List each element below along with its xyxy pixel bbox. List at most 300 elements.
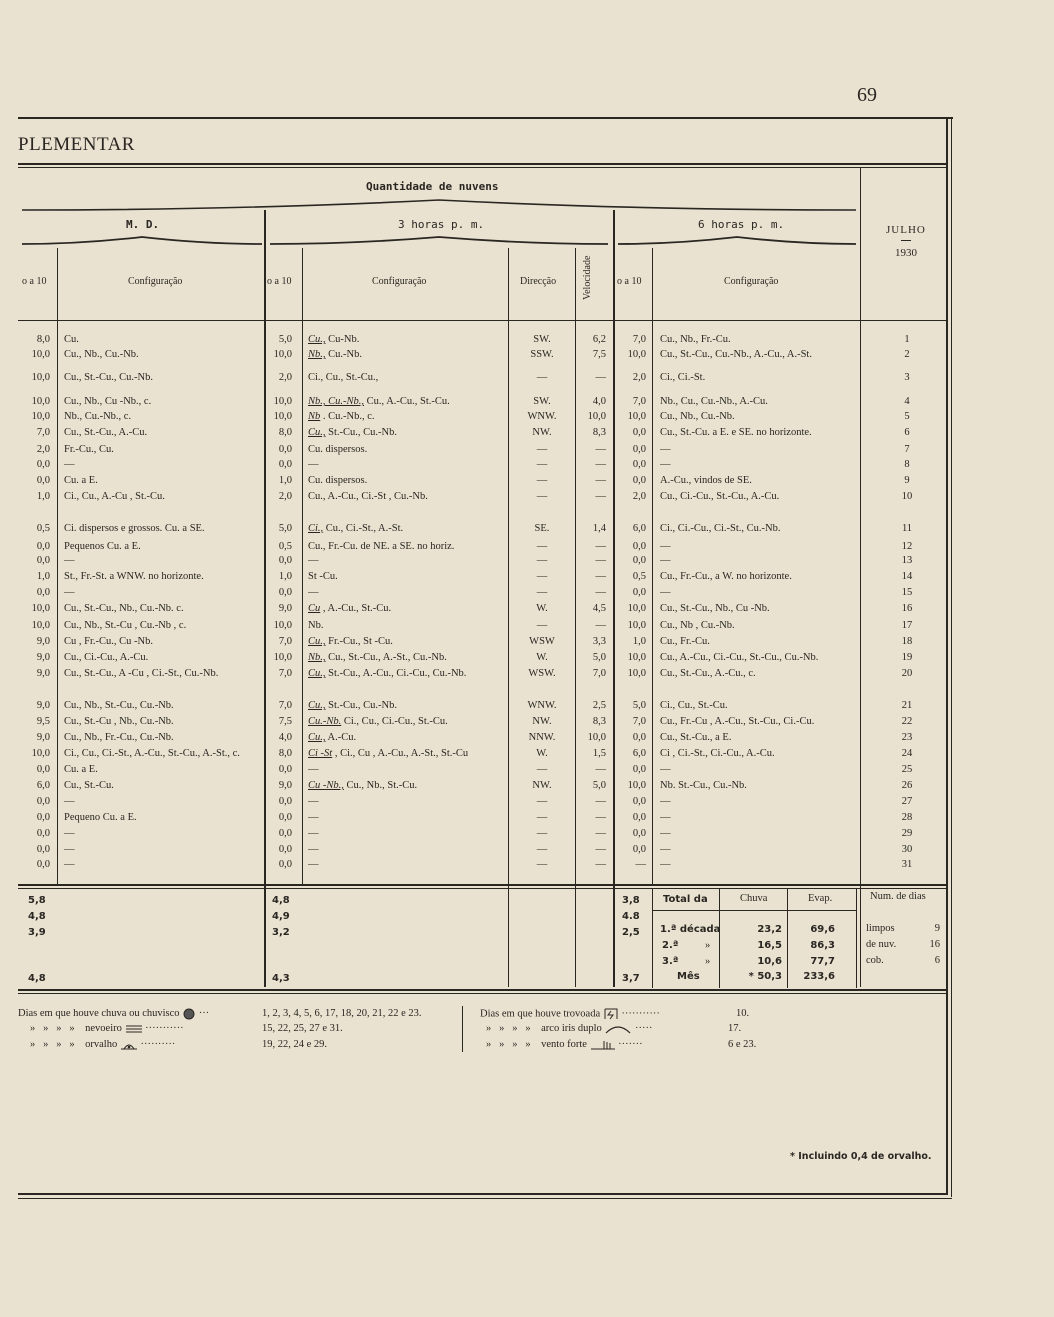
md-config-text: — xyxy=(64,555,75,566)
p3-config-underlined: Nb xyxy=(308,411,321,422)
p3-cover-value: 7,5 xyxy=(278,716,292,727)
p3-cover-value: 4,0 xyxy=(278,732,292,743)
day-number: 20 xyxy=(901,668,913,679)
col-month-divider xyxy=(860,167,861,987)
p3-config-text xyxy=(308,522,403,536)
p3-config-rest: Cu., Nb., St.-Cu. xyxy=(343,780,418,791)
p6-cover-value: 0,5 xyxy=(632,571,646,582)
footer-fog: » » » » nevoeiro ··········· xyxy=(30,1023,184,1034)
p6-cover-value: 10,0 xyxy=(627,603,646,614)
day-number: 7 xyxy=(904,444,910,455)
p3-cover-value: 1,0 xyxy=(278,571,292,582)
day-number: 30 xyxy=(901,844,913,855)
p3-config-rest: — xyxy=(308,796,319,807)
p3-config-text xyxy=(308,490,428,504)
day-number: 5 xyxy=(904,411,910,422)
md-config-text: Cu. xyxy=(64,334,79,345)
p3-config-text xyxy=(308,443,367,457)
p3-cover-value: 9,0 xyxy=(278,780,292,791)
p6-config-text: Cu., Fr.-Cu , A.-Cu., St.-Cu., Ci.-Cu. xyxy=(660,716,815,727)
md-avg-month: 4,8 xyxy=(28,973,46,984)
decade-3-label: 3.ª xyxy=(662,956,679,967)
p3-config-underlined: Cu.-Nb. xyxy=(308,716,342,727)
p3-config-text xyxy=(308,426,397,440)
p3-direction-value: SW. xyxy=(533,334,551,345)
md-brace xyxy=(20,234,264,248)
p3-config-rest: St.-Cu., A.-Cu., Ci.-Cu., Cu.-Nb. xyxy=(325,668,467,679)
summary-header-rule xyxy=(652,910,857,911)
p3-config-text xyxy=(308,651,447,665)
md-config-text: Cu , Fr.-Cu., Cu -Nb. xyxy=(64,636,153,647)
p6-cover-value: 10,0 xyxy=(627,349,646,360)
footer-wind-days: 6 e 23. xyxy=(728,1039,757,1050)
p6-cover-value: 7,0 xyxy=(632,396,646,407)
dew-symbol-icon xyxy=(120,1040,138,1050)
md-config-text: Cu., St.-Cu , Nb., Cu.-Nb. xyxy=(64,716,174,727)
footer-fog-label: nevoeiro xyxy=(85,1023,122,1034)
summary-bottom-rule xyxy=(18,989,948,991)
p3-velocity-value: — xyxy=(595,764,606,775)
p6-cover-value: — xyxy=(635,859,646,870)
month-label: Mês xyxy=(677,971,700,982)
p3-direction-value: — xyxy=(536,828,548,839)
p6-config-text: Cu., St.-Cu., a E. xyxy=(660,732,732,743)
p3-config-text xyxy=(308,858,319,872)
md-config-text: Cu., St.-Cu., A.-Cu. xyxy=(64,427,148,438)
ditto-9: » xyxy=(486,1023,492,1034)
p3-cover-value: 0,0 xyxy=(278,764,292,775)
p3-config-text xyxy=(308,667,466,681)
p3-config-underlined: Cu., xyxy=(308,700,326,711)
md-config-text: Pequenos Cu. a E. xyxy=(64,541,141,552)
p3-config-text xyxy=(308,827,319,841)
p3-velocity-value: 2,5 xyxy=(592,700,606,711)
p6-config-text: Cu., St.-Cu., Nb., Cu -Nb. xyxy=(660,603,770,614)
p3-velocity-value: 1,4 xyxy=(592,523,606,534)
header-md: M. D. xyxy=(126,218,160,231)
frame-top xyxy=(18,117,953,119)
p3-config-underlined: Cu., xyxy=(308,732,326,743)
md-cover-value: 0,0 xyxy=(36,459,50,470)
p6-cover-value: 2,0 xyxy=(632,372,646,383)
wind-symbol-icon xyxy=(590,1039,616,1051)
day-number: 21 xyxy=(901,700,913,711)
md-cover-value: 0,0 xyxy=(36,475,50,486)
p6-config-text: Cu., St.-Cu. a E. e SE. no horizonte. xyxy=(660,427,812,438)
header-main: Quantidade de nuvens xyxy=(366,180,499,193)
days-limpos-label: limpos xyxy=(866,923,895,934)
p3-config-rest: Cu., Ci.-St., A.-St. xyxy=(323,523,404,534)
p3-config-rest: — xyxy=(308,459,319,470)
footer-rainbow-label: arco iris duplo xyxy=(541,1023,602,1034)
p6-config-text: — xyxy=(660,541,671,552)
p3-cover-value: 9,0 xyxy=(278,603,292,614)
p3-cover-value: 0,5 xyxy=(278,541,292,552)
fog-symbol-icon xyxy=(125,1024,143,1034)
p3-velocity-value: — xyxy=(595,459,606,470)
evap-dec2: 86,3 xyxy=(810,940,835,951)
md-config-text: Cu., Nb., Cu.-Nb. xyxy=(64,349,139,360)
day-number: 15 xyxy=(901,587,913,598)
day-number: 19 xyxy=(901,652,913,663)
p3-config-text xyxy=(308,540,454,554)
p3-config-rest: Cu., Fr.-Cu. de NE. a SE. no horiz. xyxy=(308,541,455,552)
md-config-text: Cu. a E. xyxy=(64,475,98,486)
rain-symbol-icon xyxy=(182,1008,196,1020)
md-config: Configuração xyxy=(128,276,183,287)
p3-config-text xyxy=(308,410,375,424)
md-config-text: Cu., Nb., Cu -Nb., c. xyxy=(64,396,152,407)
md-scale: o a 10 xyxy=(22,276,47,287)
p6-config-text: Ci., Ci.-Cu., Ci.-St., Cu.-Nb. xyxy=(660,523,781,534)
p6-cover-value: 1,0 xyxy=(632,636,646,647)
p6-cover-value: 0,0 xyxy=(632,444,646,455)
day-number: 29 xyxy=(901,828,913,839)
footer-thunder-days: 10. xyxy=(736,1008,750,1019)
p3-config-text xyxy=(308,570,338,584)
md-cover-value: 0,0 xyxy=(36,555,50,566)
p3-velocity-value: 3,3 xyxy=(592,636,606,647)
p3-cover-value: 1,0 xyxy=(278,475,292,486)
p3-config-underlined: Nb., xyxy=(308,652,326,663)
p3-direction-value: — xyxy=(536,764,548,775)
p3-config-underlined: Cu., xyxy=(308,334,326,345)
footer-fog-days: 15, 22, 25, 27 e 31. xyxy=(262,1023,343,1034)
table-top-rule xyxy=(18,163,946,165)
p3-direction-value: W. xyxy=(536,603,548,614)
summary-col2 xyxy=(719,888,720,988)
md-config-text: St., Fr.-St. a WNW. no horizonte. xyxy=(64,571,204,582)
p3-config-rest: — xyxy=(308,587,319,598)
p3-velocity-value: — xyxy=(595,555,606,566)
p3-config-rest: Cu. dispersos. xyxy=(308,475,368,486)
p3-config-underlined: Cu., xyxy=(308,636,326,647)
day-number: 14 xyxy=(901,571,913,582)
p3-cover-value: 0,0 xyxy=(278,444,292,455)
days-label: Num. de dias xyxy=(870,891,926,902)
p3-avg-2: 4,9 xyxy=(272,911,290,922)
p6-avg-3: 2,5 xyxy=(622,927,640,938)
ditto-7: » xyxy=(56,1039,62,1050)
md-avg-1: 5,8 xyxy=(28,895,46,906)
p3-config-underlined: Cu., xyxy=(308,668,326,679)
day-number: 1 xyxy=(904,334,910,345)
p3-config-rest: Cu., A.-Cu., Ci.-St , Cu.-Nb. xyxy=(308,491,428,502)
p3-scale: o a 10 xyxy=(267,276,292,287)
p3-cover-value: 8,0 xyxy=(278,427,292,438)
p6-avg-month: 3,7 xyxy=(622,973,640,984)
p3-direction-value: WSW xyxy=(529,636,555,647)
md-cover-value: 0,0 xyxy=(36,812,50,823)
p3-config-text xyxy=(308,763,319,777)
p6-config-text: Cu., St.-Cu., Cu.-Nb., A.-Cu., A.-St. xyxy=(660,349,812,360)
summary-col3 xyxy=(787,888,788,988)
md-config-text: Cu., St.-Cu., Nb., Cu.-Nb. c. xyxy=(64,603,184,614)
ditto-15: » xyxy=(512,1039,518,1050)
p3-config-text xyxy=(308,586,319,600)
p6-config-text: Cu., Nb , Cu.-Nb. xyxy=(660,620,735,631)
p3-velocity-value: — xyxy=(595,541,606,552)
md-cover-value: 0,5 xyxy=(36,523,50,534)
p3-velocity-value: 8,3 xyxy=(592,716,606,727)
ditto-16: » xyxy=(525,1039,531,1050)
p3-velocity-value: 5,0 xyxy=(592,780,606,791)
md-cover-value: 2,0 xyxy=(36,444,50,455)
day-number: 17 xyxy=(901,620,913,631)
ditto-14: » xyxy=(499,1039,505,1050)
md-config-text: — xyxy=(64,859,75,870)
md-config-text: Ci. dispersos e grossos. Cu. a SE. xyxy=(64,523,205,534)
total-label: Total da xyxy=(663,894,708,905)
ditto-5: » xyxy=(30,1039,36,1050)
col-md-sep xyxy=(57,248,58,884)
md-avg-3: 3,9 xyxy=(28,927,46,938)
md-config-text: — xyxy=(64,796,75,807)
p3-config-underlined: Cu -Nb., xyxy=(308,780,344,791)
p3-config-text xyxy=(308,348,362,362)
md-cover-value: 10,0 xyxy=(31,411,50,422)
p3-direction-value: — xyxy=(536,555,548,566)
p3-direction-value: NW. xyxy=(532,427,552,438)
p3-cover-value: 2,0 xyxy=(278,491,292,502)
footer-rain-label: Dias em que houve chuva ou chuvisco xyxy=(18,1008,180,1019)
col-dir-sep xyxy=(508,248,509,987)
p3-cover-value: 7,0 xyxy=(278,636,292,647)
footer-rain-days: 1, 2, 3, 4, 5, 6, 17, 18, 20, 21, 22 e 23. xyxy=(262,1008,422,1019)
md-config-text: — xyxy=(64,844,75,855)
page-number: 69 xyxy=(857,84,877,106)
p3-config-rest: Cu. dispersos. xyxy=(308,444,368,455)
p3-cover-value: 7,0 xyxy=(278,668,292,679)
day-number: 23 xyxy=(901,732,913,743)
footer-dew-label: orvalho xyxy=(85,1039,118,1050)
p3-velocity-value: — xyxy=(595,828,606,839)
md-config-text: Ci., Cu., A.-Cu , St.-Cu. xyxy=(64,491,165,502)
p3-cover-value: 10,0 xyxy=(273,411,292,422)
p6-config-text: — xyxy=(660,587,671,598)
p6-cover-value: 0,0 xyxy=(632,555,646,566)
p3-config-rest: — xyxy=(308,812,319,823)
p3-direction-value: WNW. xyxy=(527,700,557,711)
thunder-symbol-icon xyxy=(603,1007,619,1021)
footer-rainbow: » » » » arco iris duplo ····· xyxy=(486,1023,653,1034)
p3-config-text xyxy=(308,554,319,568)
p3-velocity-value: — xyxy=(595,571,606,582)
p3-cover-value: 0,0 xyxy=(278,796,292,807)
p3-config-rest: — xyxy=(308,555,319,566)
p6-config-text: — xyxy=(660,444,671,455)
p3-cover-value: 5,0 xyxy=(278,334,292,345)
day-number: 10 xyxy=(901,491,913,502)
p3-config-rest: St.-Cu., Cu.-Nb. xyxy=(325,427,397,438)
p3-velocity-value: 10,0 xyxy=(587,732,606,743)
p3-direction-value: W. xyxy=(536,748,548,759)
p3-brace xyxy=(268,234,610,248)
page-bottom-rule-2 xyxy=(18,1198,952,1199)
md-cover-value: 0,0 xyxy=(36,764,50,775)
p3-direction-value: — xyxy=(536,844,548,855)
p6-brace xyxy=(616,234,858,248)
p6-cover-value: 10,0 xyxy=(627,411,646,422)
md-config-text: Cu. a E. xyxy=(64,764,98,775)
md-cover-value: 10,0 xyxy=(31,603,50,614)
p3-config-underlined: Cu., xyxy=(308,427,326,438)
p6-config-text: — xyxy=(660,859,671,870)
p3-velocity-value: 4,5 xyxy=(592,603,606,614)
p3-config-text xyxy=(308,333,359,347)
p3-cover-value: 10,0 xyxy=(273,349,292,360)
md-cover-value: 7,0 xyxy=(36,427,50,438)
day-number: 22 xyxy=(901,716,913,727)
md-config-text: Nb., Cu.-Nb., c. xyxy=(64,411,132,422)
decade-1-label: 1.ª década xyxy=(660,924,721,935)
p3-config-rest: A.-Cu. xyxy=(325,732,357,743)
ditto-1: » xyxy=(30,1023,36,1034)
day-number: 18 xyxy=(901,636,913,647)
col-p6-sep xyxy=(652,248,653,884)
md-config-text: Cu., St.-Cu., Cu.-Nb. xyxy=(64,372,153,383)
day-number: 2 xyxy=(904,349,910,360)
p6-config-text: Nb., Cu., Cu.-Nb., A.-Cu. xyxy=(660,396,768,407)
md-config-text: — xyxy=(64,459,75,470)
header-bottom-rule xyxy=(18,320,946,321)
p3-cover-value: 0,0 xyxy=(278,459,292,470)
p3-config-rest: — xyxy=(308,844,319,855)
p6-config-text: Ci , Ci.-St., Ci.-Cu., A.-Cu. xyxy=(660,748,775,759)
md-cover-value: 0,0 xyxy=(36,859,50,870)
footer-wind-label: vento forte xyxy=(541,1039,587,1050)
md-cover-value: 8,0 xyxy=(36,334,50,345)
p3-direction-value: — xyxy=(536,459,548,470)
frame-right-inner xyxy=(951,119,952,1197)
day-number: 13 xyxy=(901,555,913,566)
p6-cover-value: 2,0 xyxy=(632,491,646,502)
rainbow-symbol-icon xyxy=(604,1024,632,1034)
p6-config-text: — xyxy=(660,555,671,566)
md-config-text: Fr.-Cu., Cu. xyxy=(64,444,114,455)
p6-cover-value: 0,0 xyxy=(632,427,646,438)
md-cover-value: 0,0 xyxy=(36,796,50,807)
p3-velocity-value: 8,3 xyxy=(592,427,606,438)
p3-config-text xyxy=(308,811,319,825)
p3-velocity-value: 10,0 xyxy=(587,411,606,422)
p3-config-text xyxy=(308,715,448,729)
rain-dec1: 23,2 xyxy=(757,924,782,935)
p6-cover-value: 10,0 xyxy=(627,620,646,631)
md-cover-value: 10,0 xyxy=(31,372,50,383)
p3-direction-value: SE. xyxy=(534,523,550,534)
summary-col1 xyxy=(652,888,653,988)
md-config-text: Cu., Nb., Fr.-Cu., Cu.-Nb. xyxy=(64,732,174,743)
p3-direction-value: — xyxy=(536,541,548,552)
p6-cover-value: 5,0 xyxy=(632,700,646,711)
p3-direction-value: — xyxy=(536,812,548,823)
p3-config-underlined: Nb., xyxy=(308,349,326,360)
md-cover-value: 9,0 xyxy=(36,652,50,663)
p3-config-rest: , A.-Cu., St.-Cu. xyxy=(320,603,392,614)
ditto-12: » xyxy=(525,1023,531,1034)
p3-config-rest: — xyxy=(308,764,319,775)
p6-cover-value: 6,0 xyxy=(632,523,646,534)
footer-dew-days: 19, 22, 24 e 29. xyxy=(262,1039,328,1050)
days-cob: 6 xyxy=(934,955,940,966)
p3-avg-1: 4,8 xyxy=(272,895,290,906)
p3-config-text xyxy=(308,731,356,745)
p3-config-rest: Cu-Nb. xyxy=(325,334,360,345)
p3-avg-3: 3,2 xyxy=(272,927,290,938)
evap-dec3: 77,7 xyxy=(810,956,835,967)
p3-cover-value: 10,0 xyxy=(273,620,292,631)
p3-config-rest: St -Cu. xyxy=(308,571,338,582)
p6-config-text: Cu., Nb., Cu.-Nb. xyxy=(660,411,735,422)
header-brace xyxy=(20,198,858,212)
days-cob-label: cob. xyxy=(866,955,884,966)
p3-velocity-value: 5,0 xyxy=(592,652,606,663)
day-number: 28 xyxy=(901,812,913,823)
p3-config-rest: , Ci., Cu , A.-Cu., A.-St., St.-Cu xyxy=(332,748,469,759)
p3-velocity-value: — xyxy=(595,796,606,807)
summary-bottom-rule-2 xyxy=(18,993,948,994)
p3-cover-value: 0,0 xyxy=(278,812,292,823)
p3-cover-value: 0,0 xyxy=(278,587,292,598)
md-cover-value: 10,0 xyxy=(31,748,50,759)
p6-cover-value: 0,0 xyxy=(632,812,646,823)
p6-config-text: — xyxy=(660,764,671,775)
md-cover-value: 0,0 xyxy=(36,844,50,855)
summary-top-rule xyxy=(18,884,946,886)
ditto-8: » xyxy=(69,1039,75,1050)
p3-cover-value: 5,0 xyxy=(278,523,292,534)
p3-config-text xyxy=(308,795,319,809)
p6-cover-value: 0,0 xyxy=(632,732,646,743)
p6-config-text: — xyxy=(660,828,671,839)
md-cover-value: 0,0 xyxy=(36,828,50,839)
p6-config-text: — xyxy=(660,812,671,823)
p3-cover-value: 7,0 xyxy=(278,700,292,711)
p3-cover-value: 10,0 xyxy=(273,396,292,407)
p3-direction-value: NNW. xyxy=(528,732,556,743)
p3-avg-month: 4,3 xyxy=(272,973,290,984)
month-dash xyxy=(901,240,911,241)
md-avg-2: 4,8 xyxy=(28,911,46,922)
p3-config-rest: Fr.-Cu., St -Cu. xyxy=(325,636,393,647)
p3-velocity-value: — xyxy=(595,372,606,383)
ditto-11: » xyxy=(512,1023,518,1034)
p3-config-rest: Cu.-Nb. xyxy=(325,349,362,360)
p6-cover-value: 0,0 xyxy=(632,587,646,598)
day-number: 27 xyxy=(901,796,913,807)
p3-direction-value: WSW. xyxy=(528,668,556,679)
day-number: 9 xyxy=(904,475,910,486)
ditto-4: » xyxy=(69,1023,75,1034)
p3-velocity-value: 6,2 xyxy=(592,334,606,345)
p6-avg-1: 3,8 xyxy=(622,895,640,906)
md-config-text: — xyxy=(64,587,75,598)
p3-config-rest: — xyxy=(308,859,319,870)
rain-label: Chuva xyxy=(740,893,768,904)
md-cover-value: 9,0 xyxy=(36,668,50,679)
p3-velocity-value: — xyxy=(595,620,606,631)
rain-dec3: 10,6 xyxy=(757,956,782,967)
p3-config-underlined: Ci., xyxy=(308,523,324,534)
md-cover-value: 6,0 xyxy=(36,780,50,791)
md-config-text: — xyxy=(64,828,75,839)
footnote: * Incluindo 0,4 de orvalho. xyxy=(790,1151,932,1162)
rain-dec2: 16,5 xyxy=(757,940,782,951)
p3-config-text xyxy=(308,395,450,409)
md-cover-value: 1,0 xyxy=(36,571,50,582)
p3-config-text xyxy=(308,619,323,633)
